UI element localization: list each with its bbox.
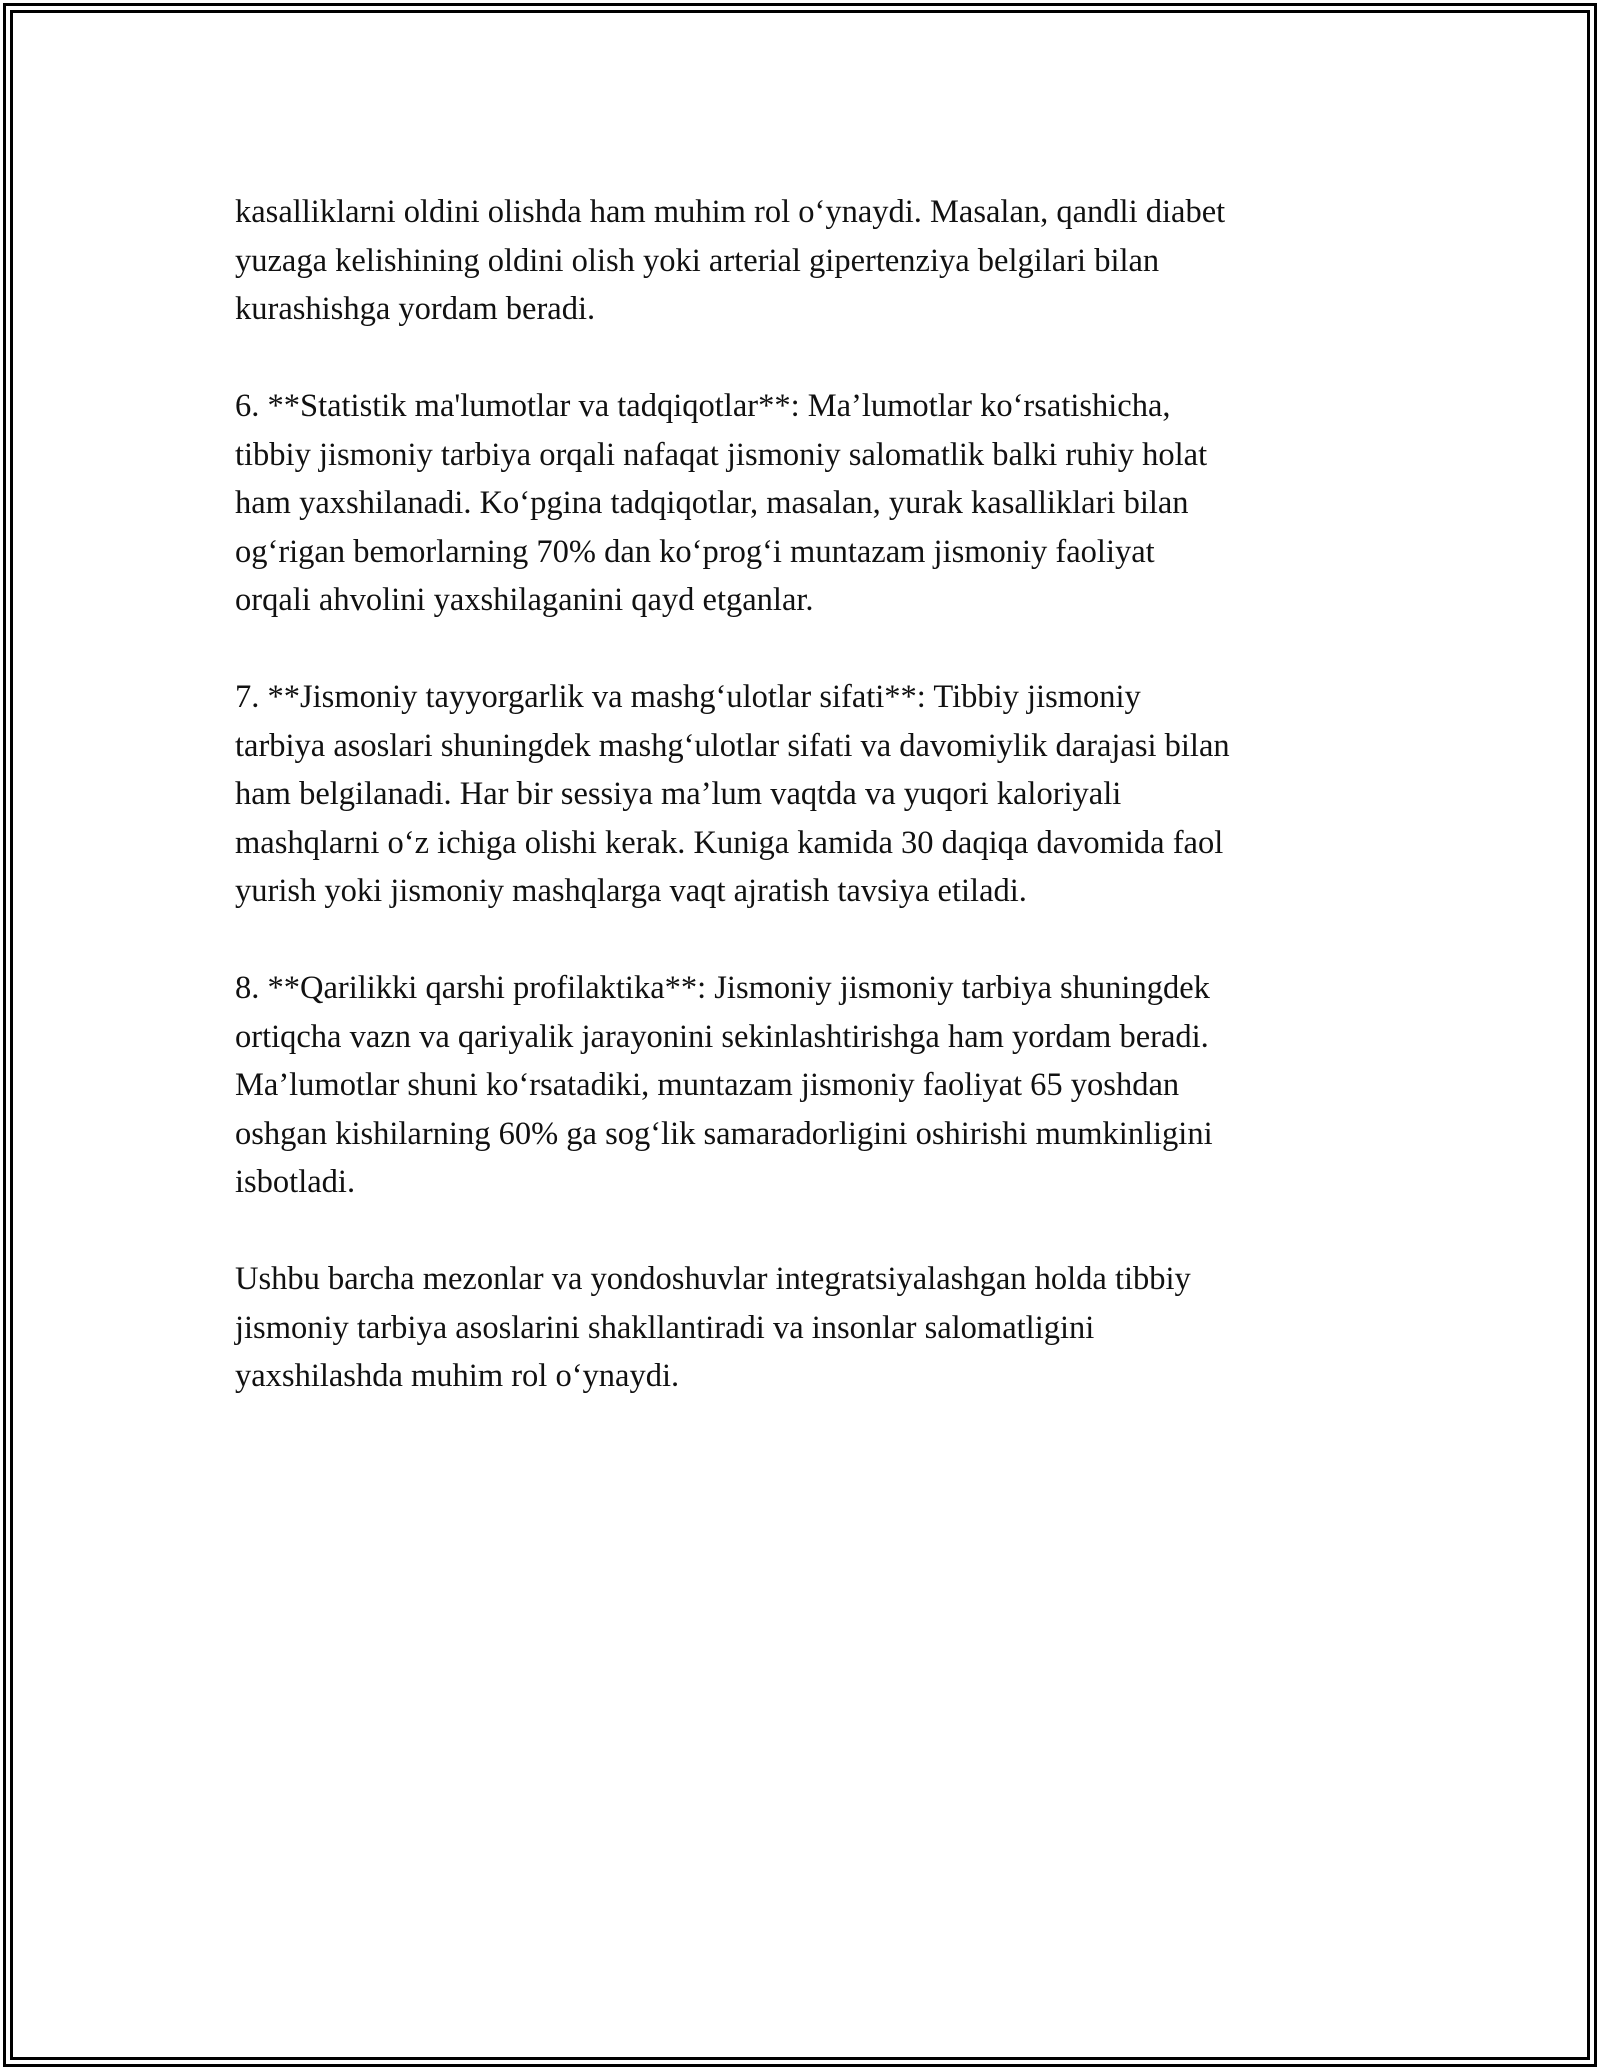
- paragraph-conclusion: Ushbu barcha mezonlar va yondoshuvlar integratsiyalashgan holda tibbiy jismoniy tarbiya asoslarini shakllantiradi va insonlar salomatligini yaxshilashda muhim rol o‘ynaydi.: [235, 1261, 1191, 1394]
- paragraph-item-7-training-quality: 7. **Jismoniy tayyorgarlik va mashg‘ulotlar sifati**: Tibbiy jismoniy tarbiya asoslari shuningdek mashg‘ulotlar sifati va davomiylik darajasi bilan ham belgilanadi. Har bir sessiya ma’lum vaqtda va yuqori kaloriyali mashqlarni o‘z ichiga olishi kerak. Kuniga kamida 30 daqiqa davomida faol yurish yoki jismoniy mashqlarga vaqt ajratish tavsiya etiladi.: [235, 679, 1230, 909]
- document-body: [235, 188, 1365, 1449]
- paragraph-intro-continuation: kasalliklarni oldini olishda ham muhim rol o‘ynaydi. Masalan, qandli diabet yuzaga kelishining oldini olish yoki arterial gipertenziya belgilari bilan kurashishga yordam beradi.: [235, 194, 1226, 327]
- paragraph-item-6-statistics: 6. **Statistik ma'lumotlar va tadqiqotlar**: Ma’lumotlar ko‘rsatishicha, tibbiy jismoniy tarbiya orqali nafaqat jismoniy salomatlik balki ruhiy holat ham yaxshilanadi. Ko‘pgina tadqiqotlar, masalan, yurak kasalliklari bilan og‘rigan bemorlarning 70% dan ko‘prog‘i muntazam jismoniy faoliyat orqali ahvolini yaxshilaganini qayd etganlar.: [235, 388, 1208, 618]
- paragraph-item-8-aging-prevention: 8. **Qarilikki qarshi profilaktika**: Jismoniy jismoniy tarbiya shuningdek ortiqcha vazn va qariyalik jarayonini sekinlashtirishga ham yordam beradi. Ma’lumotlar shuni ko‘rsatadiki, muntazam jismoniy faoliyat 65 yoshdan oshgan kishilarning 60% ga sog‘lik samaradorligini oshirishi mumkinligini isbotladi.: [235, 970, 1213, 1200]
